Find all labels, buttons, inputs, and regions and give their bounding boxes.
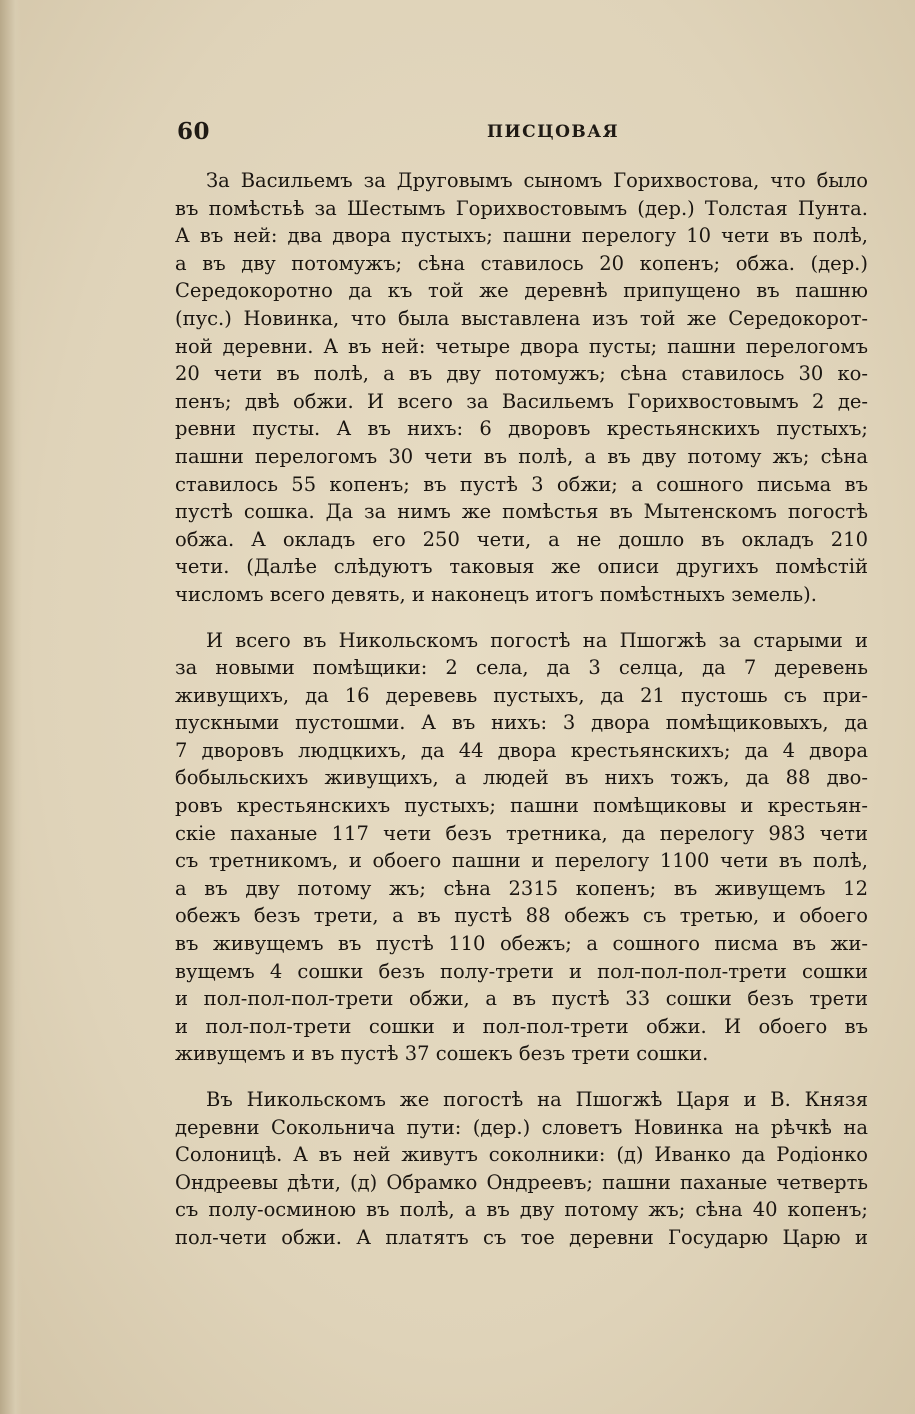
text-line: вущемъ 4 сошки безъ полу-трети и пол-пол-пол-трети сошки: [175, 959, 868, 983]
page-number: 60: [177, 118, 211, 145]
running-title: ПИСЦОВАЯ: [487, 122, 620, 142]
text-line: скіе паханые 117 чети безъ третника, да перелогу 983 чети: [175, 821, 868, 845]
text-line: съ третникомъ, и обоего пашни и перелогу 1100 чети въ полѣ,: [175, 849, 868, 873]
page-spine-shadow: [0, 0, 22, 1414]
text-line: И всего въ Никольскомъ погостѣ на Пшогжѣ за старыми и: [206, 628, 868, 652]
text-line: числомъ всего девять, и наконецъ итогъ помѣстныхъ земель).: [175, 582, 817, 606]
text-line: въ живущемъ въ пустѣ 110 обежъ; а сошного писма въ жи-: [175, 932, 868, 956]
text-line: Ондреевы дѣти, (д) Обрамко Ондреевъ; пашни паханые четверть: [175, 1170, 868, 1194]
paragraph-3: [175, 1086, 868, 1252]
text-line: 20 чети въ полѣ, а въ дву потомужъ; сѣна ставилось 30 ко-: [175, 362, 868, 386]
text-line: обежъ безъ трети, а въ пустѣ 88 обежъ съ третью, и обоего: [175, 904, 868, 928]
body-text: [175, 167, 868, 1252]
text-line: а въ дву потомужъ; сѣна ставилось 20 копенъ; обжа. (дер.): [175, 251, 868, 275]
page-header: [177, 118, 877, 148]
text-line: За Васильемъ за Друговымъ сыномъ Горихвостова, что было: [206, 169, 868, 192]
text-line: пашни перелогомъ 30 чети въ полѣ, а въ дву потому жъ; сѣна: [175, 444, 868, 468]
text-line: (пус.) Новинка, что была выставлена изъ той же Середокорот-: [175, 306, 868, 330]
text-line: А въ ней: два двора пустыхъ; пашни перелогу 10 чети въ полѣ,: [175, 224, 868, 248]
text-line: а въ дву потому жъ; сѣна 2315 копенъ; въ живущемъ 12: [175, 876, 868, 900]
text-line: бобыльскихъ живущихъ, а людей въ нихъ тожъ, да 88 дво-: [175, 766, 868, 790]
paragraph-2: [175, 627, 868, 1069]
text-line: Середокоротно да къ той же деревнѣ припущено въ пашню: [175, 279, 868, 303]
text-line: ной деревни. А въ ней: четыре двора пусты; пашни перелогомъ: [175, 334, 868, 358]
text-line: и пол-пол-пол-трети обжи, а въ пустѣ 33 сошки безъ трети: [175, 987, 868, 1011]
text-line: пенъ; двѣ обжи. И всего за Васильемъ Горихвостовымъ 2 де-: [175, 389, 868, 413]
text-line: ставилось 55 копенъ; въ пустѣ 3 обжи; а сошного письма въ: [175, 472, 868, 496]
text-line: пол-чети обжи. А платятъ съ тое деревни Государю Царю и: [175, 1225, 868, 1249]
text-line: живущихъ, да 16 деревевь пустыхъ, да 21 пустошь съ при-: [175, 683, 868, 707]
text-line: Солоницѣ. А въ ней живутъ соколники: (д) Иванко да Родіонко: [175, 1143, 868, 1167]
text-line: съ полу-осминою въ полѣ, а въ дву потому жъ; сѣна 40 копенъ;: [175, 1198, 868, 1222]
text-line: ревни пусты. А въ нихъ: 6 дворовъ крестьянскихъ пустыхъ;: [175, 417, 868, 441]
text-line: живущемъ и въ пустѣ 37 сошекъ безъ трети сошки.: [175, 1042, 709, 1066]
text-line: ровъ крестьянскихъ пустыхъ; пашни помѣщиковы и крестьян-: [175, 794, 868, 818]
paragraph-1: [175, 167, 868, 609]
text-line: и пол-пол-трети сошки и пол-пол-трети обжи. И обоего въ: [175, 1014, 868, 1038]
text-line: Въ Никольскомъ же погостѣ на Пшогжѣ Царя и В. Князя: [206, 1088, 868, 1111]
text-line: пускными пустошми. А въ нихъ: 3 двора помѣщиковыхъ, да: [175, 711, 868, 735]
text-line: обжа. А окладъ его 250 чети, а не дошло въ окладъ 210: [175, 527, 868, 551]
text-line: въ помѣстьѣ за Шестымъ Горихвостовымъ (дер.) Толстая Пунта.: [175, 196, 868, 220]
text-line: пустѣ сошка. Да за нимъ же помѣстья въ Мытенскомъ погостѣ: [175, 500, 868, 524]
text-line: за новыми помѣщики: 2 села, да 3 селца, да 7 деревень: [175, 656, 868, 680]
text-line: чети. (Далѣе слѣдуютъ таковыя же описи другихъ помѣстій: [175, 555, 868, 579]
text-line: деревни Сокольнича пути: (дер.) словетъ Новинка на рѣчкѣ на: [175, 1115, 868, 1139]
text-line: 7 дворовъ людцкихъ, да 44 двора крестьянскихъ; да 4 двора: [175, 738, 868, 762]
